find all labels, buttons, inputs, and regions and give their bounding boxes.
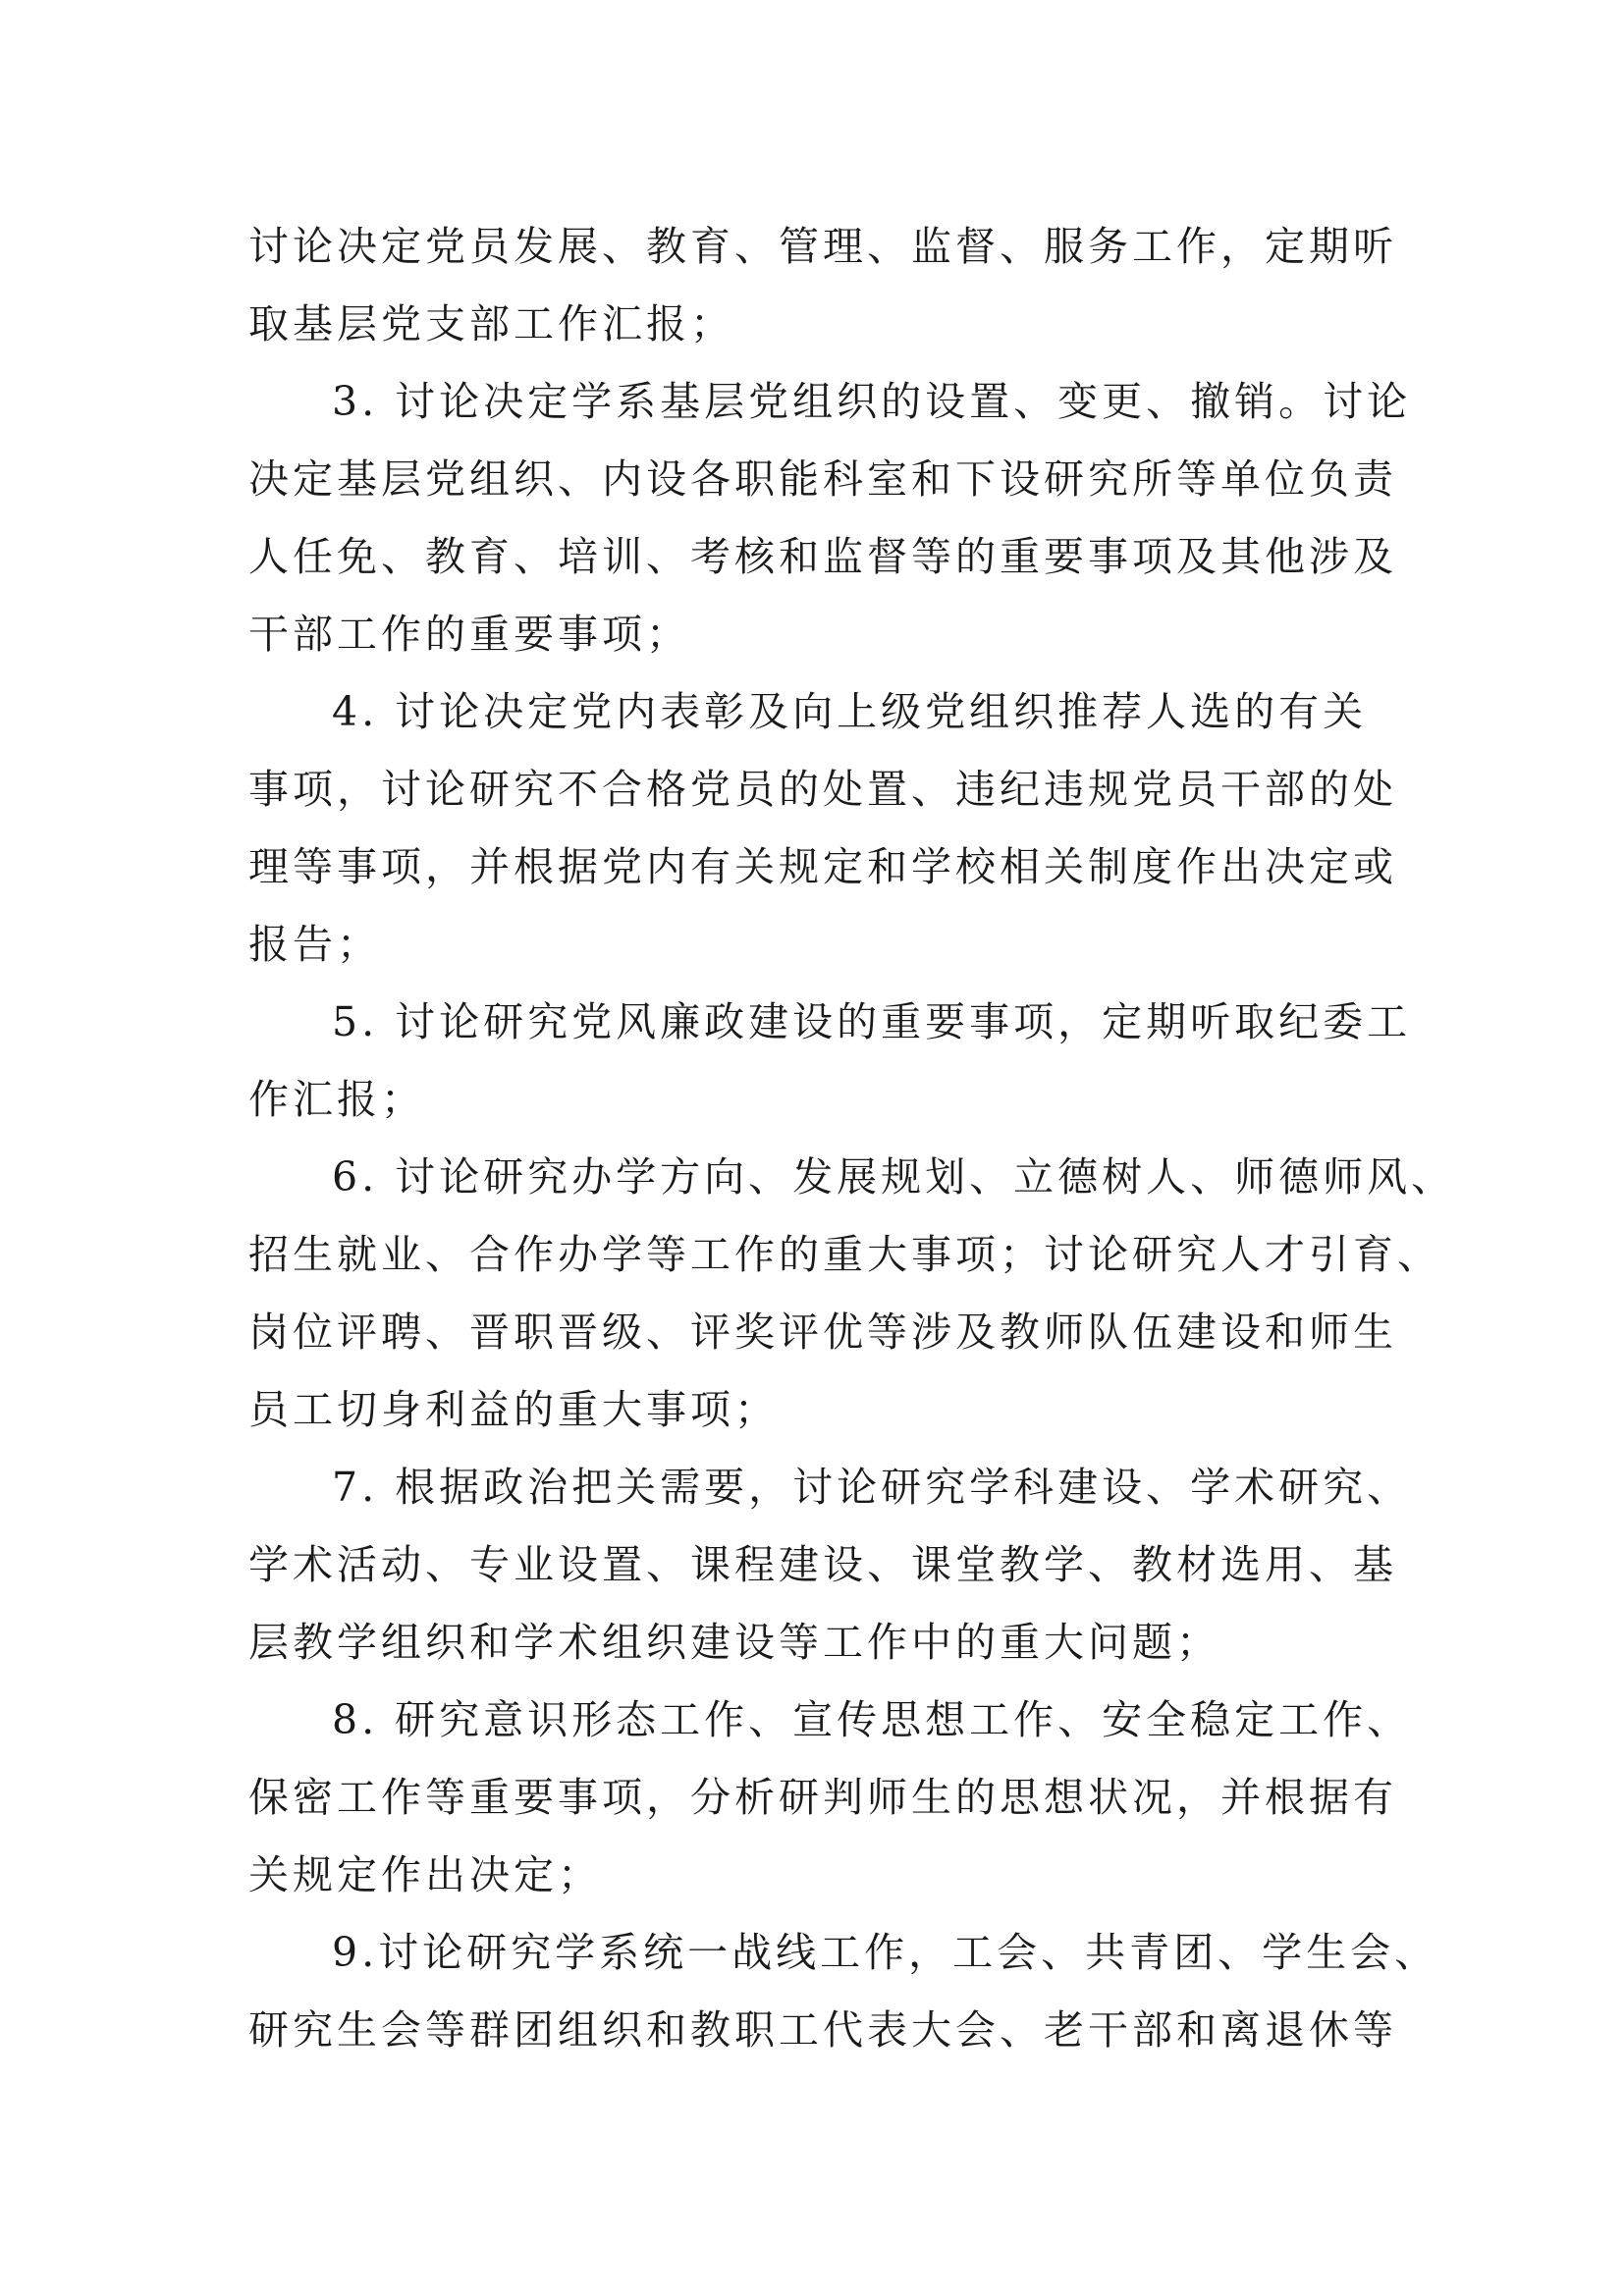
text-line: 8. 研究意识形态工作、宣传思想工作、安全稳定工作、 (332, 1696, 1412, 1743)
text-line: 4. 讨论决定党内表彰及向上级党组织推荐人选的有关 (332, 688, 1368, 735)
text-line: 作汇报； (248, 1076, 425, 1123)
text-line: 员工切身利益的重大事项； (248, 1386, 779, 1433)
text-line: 报告； (248, 921, 381, 968)
text-line: 9.讨论研究学系统一战线工作，工会、共青团、学生会、 (332, 1929, 1439, 1976)
text-line: 5. 讨论研究党风廉政建设的重要事项，定期听取纪委工 (332, 998, 1412, 1045)
text-line: 人任免、教育、培训、考核和监督等的重要事项及其他涉及 (248, 533, 1397, 580)
text-line: 层教学组织和学术组织建设等工作中的重大问题； (248, 1619, 1220, 1666)
text-line: 决定基层党组织、内设各职能科室和下设研究所等单位负责 (248, 455, 1397, 503)
text-line: 关规定作出决定； (248, 1851, 602, 1898)
text-line: 学术活动、专业设置、课程建设、课堂教学、教材选用、基 (248, 1541, 1397, 1588)
text-line: 讨论决定党员发展、教育、管理、监督、服务工作，定期听 (248, 223, 1397, 270)
text-line: 研究生会等群团组织和教职工代表大会、老干部和离退休等 (248, 2006, 1397, 2054)
text-line: 理等事项，并根据党内有关规定和学校相关制度作出决定或 (248, 843, 1397, 890)
text-line: 6. 讨论研究办学方向、发展规划、立德树人、师德师风、 (332, 1153, 1456, 1201)
text-line: 招生就业、合作办学等工作的重大事项；讨论研究人才引育、 (248, 1231, 1441, 1278)
text-line: 7. 根据政治把关需要，讨论研究学科建设、学术研究、 (332, 1464, 1412, 1511)
text-line: 保密工作等重要事项，分析研判师生的思想状况，并根据有 (248, 1774, 1397, 1821)
document-body (248, 208, 1456, 2069)
text-line: 事项，讨论研究不合格党员的处置、违纪违规党员干部的处 (248, 766, 1397, 813)
text-line: 干部工作的重要事项； (248, 611, 690, 658)
text-line: 3. 讨论决定学系基层党组织的设置、变更、撤销。讨论 (332, 378, 1412, 425)
text-line: 岗位评聘、晋职晋级、评奖评优等涉及教师队伍建设和师生 (248, 1308, 1397, 1356)
text-line: 取基层党支部工作汇报； (248, 300, 734, 347)
